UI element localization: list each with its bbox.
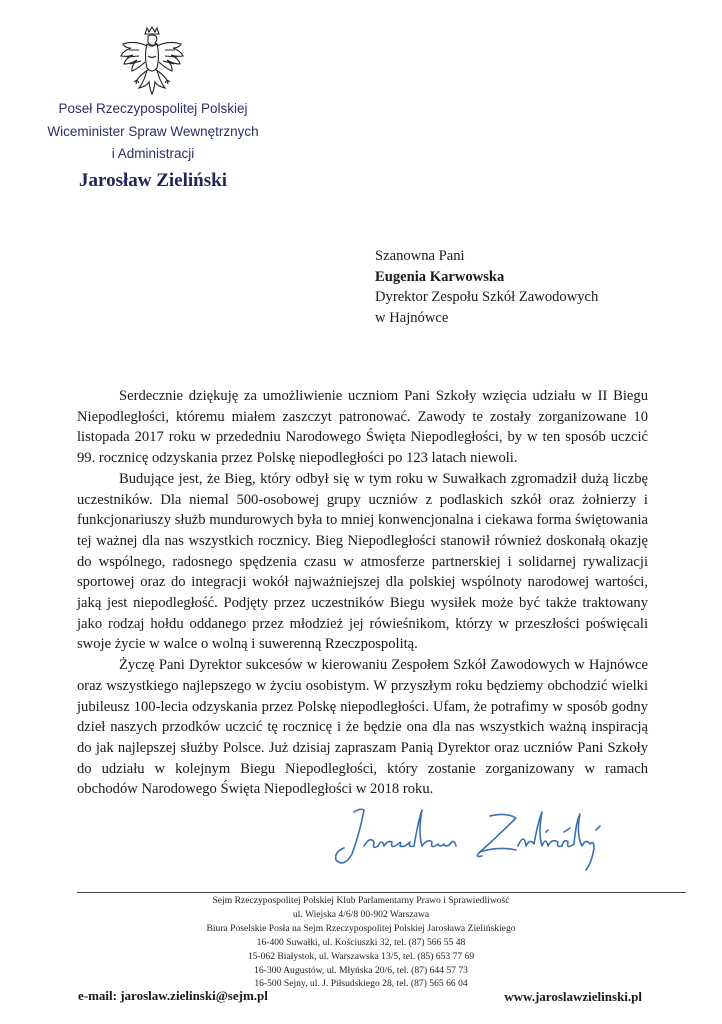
sender-name: Jarosław Zieliński: [79, 170, 227, 191]
footer-line-1: Sejm Rzeczypospolitej Polskiej Klub Parlamentarny Prawo i Sprawiedliwość: [212, 895, 510, 906]
footer-email[interactable]: e-mail: jaroslaw.zielinski@sejm.pl: [78, 988, 268, 1003]
handwritten-signature: [330, 802, 630, 874]
sender-title-line-3: i Administracji: [111, 146, 195, 161]
recipient-salutation: Szanowna Pani: [375, 248, 465, 264]
footer-office-suwalki: 16-400 Suwałki, ul. Kościuszki 32, tel. (87) 566 55 48: [256, 937, 466, 948]
footer-line-3: Biura Poselskie Posła na Sejm Rzeczypospolitej Polskiej Jarosława Zielińskiego: [206, 923, 516, 934]
sender-title-line-2: Wiceminister Spraw Wewnętrznych: [47, 124, 259, 139]
recipient-place: w Hajnówce: [375, 310, 449, 326]
footer-website-link[interactable]: www.jaroslawzielinski.pl: [504, 989, 642, 1004]
footer-divider: [77, 892, 686, 893]
polish-eagle-emblem-icon: [117, 26, 187, 102]
recipient-title: Dyrektor Zespołu Szkół Zawodowych: [375, 289, 599, 305]
footer-line-2: ul. Wiejska 4/6/8 00-902 Warszawa: [292, 909, 430, 920]
recipient-name: Eugenia Karwowska: [375, 269, 505, 285]
sender-title-line-1: Poseł Rzeczypospolitej Polskiej: [58, 101, 248, 116]
footer-office-augustow: 16-300 Augustów, ul. Młyńska 20/6, tel. (87) 644 57 73: [254, 965, 468, 976]
footer-office-bialystok: 15-062 Białystok, ul. Warszawska 13/5, tel. (85) 653 77 69: [247, 951, 475, 962]
body-paragraph-2: Budujące jest, że Bieg, który odbył się w tym roku w Suwałkach zgromadził dużą liczbę uczestników. Dla niemal 500-osobowej grupy uczniów z podlaskich szkół oraz żołnierzy i funkcjonariuszy służb mundurowych była to mniej konwencjonalna i ciekawa forma świętowania tej ważnej dla nas wszystkich rocznicy. Bieg Niepodległości stanowił również doskonałą okazję do wspólnego, radosnego spędzenia czasu w atmosferze partnerskiej i solidarnej rywalizacji sportowej oraz do integracji wokół najważniejszej dla polskiej wspólnoty narodowej wartości, jaką jest niepodległość. Podjęty przez uczestników Biegu wysiłek może być także traktowany jako rodzaj hołdu oddanego przez młodzież jej rówieśnikom, którzy w przeszłości poświęcali swoje życie w walce o wolną i suwerenną Rzeczpospolitą.: [77, 470, 648, 653]
letter-body: [77, 386, 648, 800]
body-paragraph-1: Serdecznie dziękuję za umożliwienie uczniom Pani Szkoły wzięcia udziału w II Biegu Niepodległości, któremu miałem zaszczyt patronować. Zawody te zostały zorganizowane 10 listopada 2017 roku w przededniu Narodowego Święta Niepodległości, by w ten sposób uczcić 99. rocznicę odzyskania przez Polskę niepodległości po 123 latach niewoli.: [77, 388, 648, 467]
body-paragraph-3: Życzę Pani Dyrektor sukcesów w kierowaniu Zespołem Szkół Zawodowych w Hajnówce oraz wszystkiego najlepszego w życiu osobistym. W przyszłym roku będziemy obchodzić wielki jubileusz 100-lecia odzyskania przez Polskę niepodległości. Ufam, że potrafimy w sposób godny dzieł naszych przodków uczcić tę rocznicę i że będzie ona dla nas wszystkich ważną inspiracją do jak najlepszej służby Polsce. Już dzisiaj zapraszam Panią Dyrektor oraz uczniów Pani Szkoły do udziału w kolejnym Biegu Niepodległości, który zostanie zorganizowany w ramach obchodów Narodowego Święta Niepodległości w 2018 roku.: [77, 657, 648, 798]
footer-office-sejny: 16-500 Sejny, ul. J. Piłsudskiego 28, tel. (87) 565 66 04: [254, 978, 468, 989]
